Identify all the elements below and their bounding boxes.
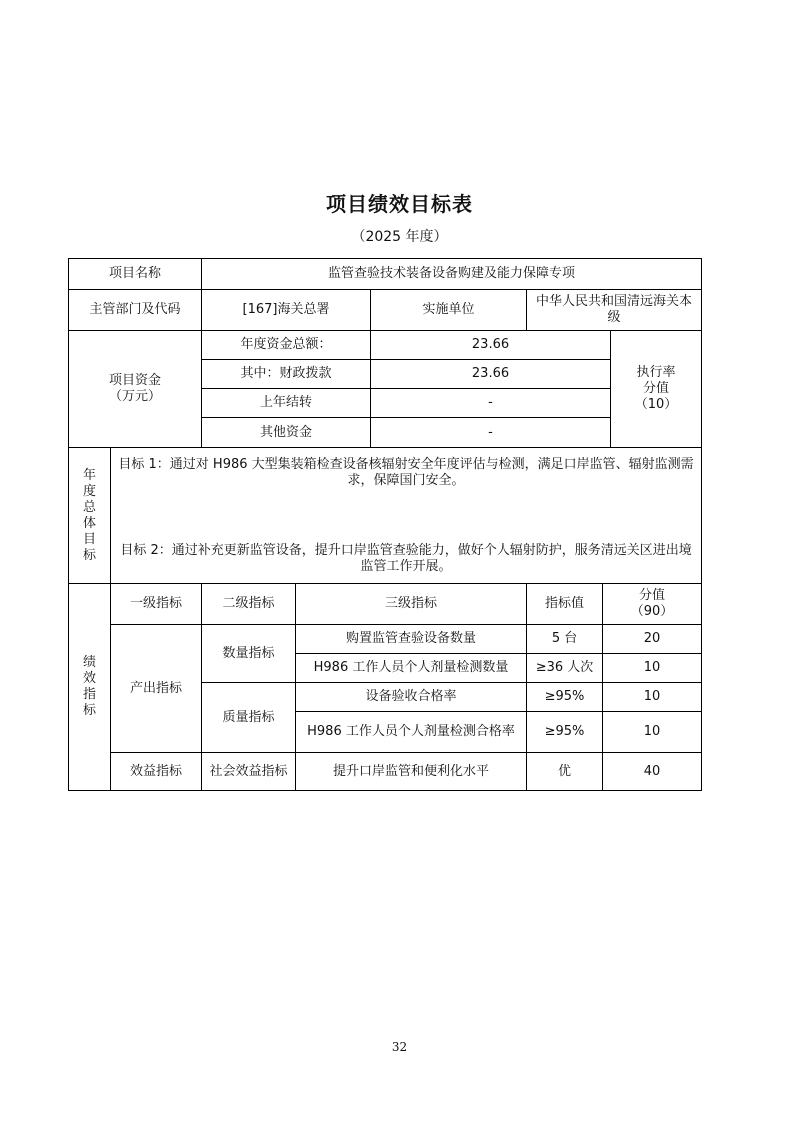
funds-label-text: 项目资金 （万元） — [109, 373, 162, 404]
indicators-label — [69, 584, 111, 791]
indicator-name: H986 工作人员个人剂量检测数量 — [296, 654, 527, 683]
indicator-name: 购置监管查验设备数量 — [296, 625, 527, 654]
goal-1: 目标 1：通过对 H986 大型集装箱检查设备核辐射安全年度评估与检测，满足口岸监管、辐射监测需求，保障国门安全。 — [118, 456, 694, 488]
goals-content — [111, 448, 702, 584]
indicator-score: 10 — [603, 683, 702, 712]
indicator-name: 设备验收合格率 — [296, 683, 527, 712]
performance-table — [68, 258, 702, 791]
funds-row-label: 其他资金 — [202, 418, 371, 448]
output-label: 产出指标 — [111, 625, 202, 753]
dept-value: [167]海关总署 — [202, 290, 371, 331]
indicator-score: 40 — [603, 753, 702, 791]
indicator-value: 优 — [527, 753, 603, 791]
dept-label: 主管部门及代码 — [69, 290, 202, 331]
funds-row-value: - — [371, 389, 611, 418]
project-name-value: 监管查验技术装备设备购建及能力保障专项 — [202, 259, 702, 290]
funds-row-label: 上年结转 — [202, 389, 371, 418]
unit-value: 中华人民共和国清远海关本级 — [527, 290, 702, 331]
funds-row-label: 年度资金总额： — [202, 331, 371, 360]
header-score — [603, 584, 702, 625]
funds-row-label: 其中：财政拨款 — [202, 360, 371, 389]
goal-2: 目标 2：通过补充更新监管设备，提升口岸监管查验能力，做好个人辐射防护，服务清远关区进出境监管工作开展。 — [120, 542, 692, 574]
page-number: 32 — [391, 1040, 408, 1054]
header-level1: 一级指标 — [111, 584, 202, 625]
indicator-name: H986 工作人员个人剂量检测合格率 — [296, 712, 527, 753]
header-level2: 二级指标 — [202, 584, 296, 625]
indicator-name: 提升口岸监管和便利化水平 — [296, 753, 527, 791]
fiscal-year: （2025 年度） — [351, 229, 448, 245]
header-level3: 三级指标 — [296, 584, 527, 625]
header-score-text: 分值 （90） — [630, 588, 674, 619]
indicator-value: ≥95% — [527, 683, 603, 712]
funds-row-value: - — [371, 418, 611, 448]
funds-label — [69, 331, 202, 448]
unit-label: 实施单位 — [371, 290, 527, 331]
header-value: 指标值 — [527, 584, 603, 625]
funds-row-value: 23.66 — [371, 331, 611, 360]
indicator-value: 5 台 — [527, 625, 603, 654]
goals-label-text: 年 度 总 体 目 标 — [82, 467, 96, 563]
indicator-value: ≥95% — [527, 712, 603, 753]
funds-row-value: 23.66 — [371, 360, 611, 389]
funds-score-text: 执行率 分值 （10） — [634, 365, 678, 412]
funds-score-label — [611, 331, 702, 448]
quantity-label: 数量指标 — [202, 625, 296, 683]
indicator-score: 20 — [603, 625, 702, 654]
indicators-label-text: 绩 效 指 标 — [82, 655, 96, 718]
benefit-label: 效益指标 — [111, 753, 202, 791]
project-name-label: 项目名称 — [69, 259, 202, 290]
goals-label — [69, 448, 111, 584]
indicator-score: 10 — [603, 654, 702, 683]
quality-label: 质量指标 — [202, 683, 296, 753]
indicator-score: 10 — [603, 712, 702, 753]
page-title: 项目绩效目标表 — [326, 192, 473, 216]
indicator-value: ≥36 人次 — [527, 654, 603, 683]
social-label: 社会效益指标 — [202, 753, 296, 791]
